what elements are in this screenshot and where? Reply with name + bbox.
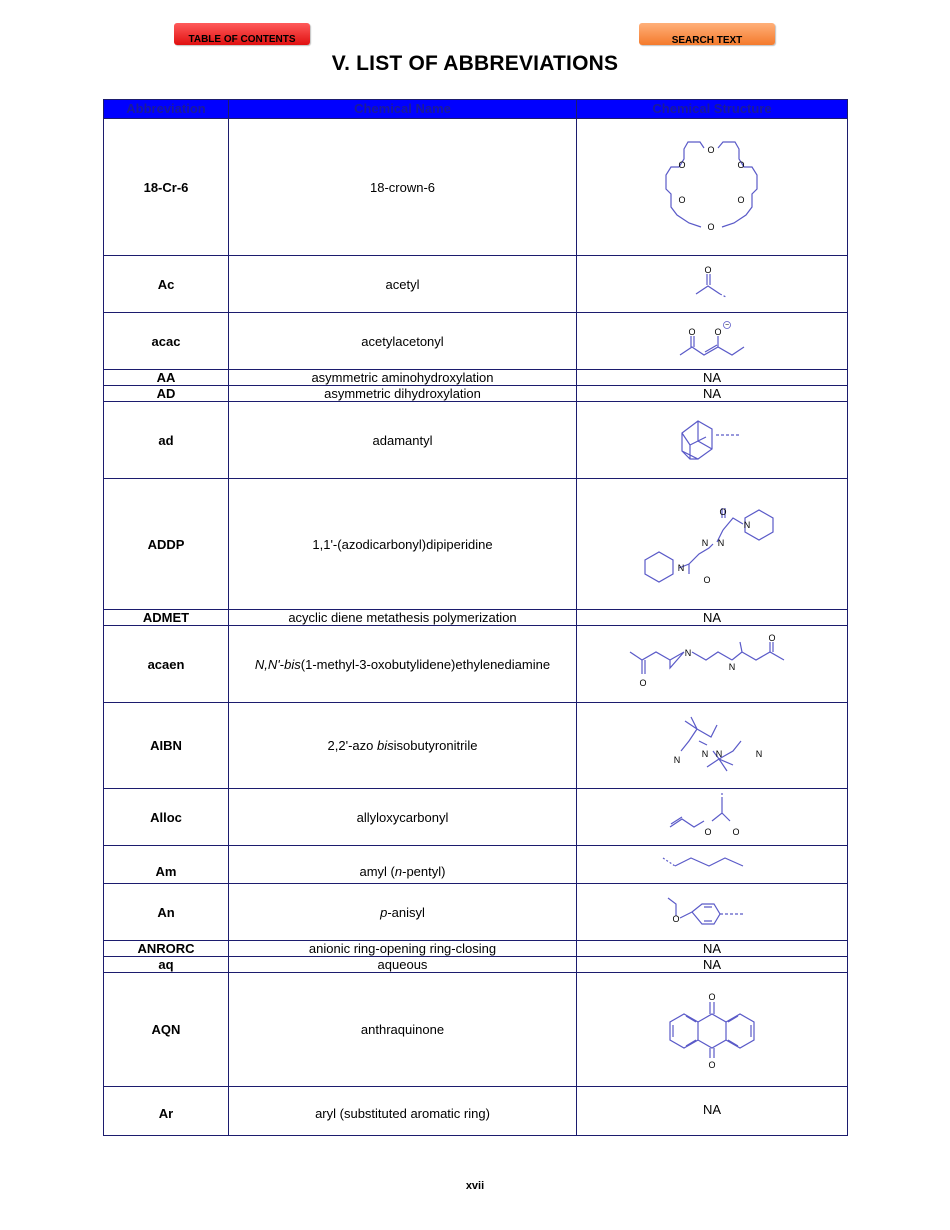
structure-cell: NA	[577, 957, 848, 973]
page-number: xvii	[465, 1180, 485, 1192]
alloc-structure	[662, 791, 762, 843]
structure-cell	[577, 119, 848, 256]
structure-cell	[577, 626, 848, 703]
svg-text:O: O	[707, 222, 715, 232]
abbreviation-cell: Alloc	[104, 789, 229, 846]
table-row	[104, 256, 848, 313]
svg-text:O: O	[688, 327, 696, 337]
search-text-button[interactable]: SEARCH TEXT	[639, 23, 775, 45]
acaen-structure	[622, 634, 802, 694]
pentyl-structure	[657, 850, 767, 880]
header-chemical-structure: Chemical Structure	[577, 100, 848, 119]
table-row	[104, 626, 848, 703]
svg-text:O: O	[707, 145, 715, 155]
table-of-contents-button[interactable]: TABLE OF CONTENTS	[174, 23, 310, 45]
table-row	[104, 846, 848, 884]
abbreviation-cell: 18-Cr-6	[104, 119, 229, 256]
table-row	[104, 973, 848, 1087]
svg-text:O: O	[704, 827, 712, 837]
chemical-name-cell: aryl (substituted aromatic ring)	[229, 1087, 577, 1136]
chemical-name-cell: 2,2'-azo bisisobutyronitrile	[229, 703, 577, 789]
anisyl-structure	[662, 890, 762, 934]
crown-ether-structure	[652, 137, 772, 237]
table-row	[104, 884, 848, 941]
table-row	[104, 402, 848, 479]
table-row	[104, 370, 848, 386]
table-row	[104, 1087, 848, 1136]
structure-cell	[577, 313, 848, 370]
chemical-name-cell: anionic ring-opening ring-closing	[229, 941, 577, 957]
chemical-name-cell: adamantyl	[229, 402, 577, 479]
svg-text:N: N	[701, 538, 709, 548]
structure-cell	[577, 973, 848, 1087]
structure-cell	[577, 402, 848, 479]
abbreviation-cell: ANRORC	[104, 941, 229, 957]
structure-cell	[577, 846, 848, 884]
structure-cell	[577, 256, 848, 313]
svg-text:N: N	[715, 748, 723, 759]
chemical-name-cell: acetylacetonyl	[229, 313, 577, 370]
abbreviation-cell: ADMET	[104, 610, 229, 626]
svg-text:N: N	[677, 563, 685, 573]
svg-text:O: O	[714, 327, 722, 337]
aibn-structure	[647, 711, 777, 781]
anthraquinone-structure	[662, 988, 762, 1072]
adamantyl-structure	[672, 415, 752, 465]
acetyl-structure	[682, 264, 742, 304]
svg-text:O: O	[678, 160, 686, 170]
chemical-name-cell: p-anisyl	[229, 884, 577, 941]
svg-text:O: O	[708, 991, 716, 1002]
svg-text:O: O	[737, 195, 745, 205]
abbreviation-cell: acac	[104, 313, 229, 370]
table-row	[104, 703, 848, 789]
abbreviation-cell: acaen	[104, 626, 229, 703]
svg-text:O: O	[732, 827, 740, 837]
structure-cell: NA	[577, 941, 848, 957]
svg-text:N: N	[755, 748, 763, 759]
svg-text:O: O	[703, 575, 711, 584]
svg-text:O: O	[678, 195, 686, 205]
abbreviation-cell: An	[104, 884, 229, 941]
abbreviation-cell: AD	[104, 386, 229, 402]
abbreviation-cell: Am	[104, 846, 229, 884]
svg-text:N: N	[743, 520, 751, 530]
structure-cell	[577, 789, 848, 846]
structure-cell: NA	[577, 610, 848, 626]
chemical-name-cell: amyl (n-pentyl)	[229, 846, 577, 884]
svg-text:N: N	[701, 748, 709, 759]
header-abbreviation: Abbreviation	[104, 100, 229, 119]
abbreviation-cell: ad	[104, 402, 229, 479]
abbreviation-cell: Ar	[104, 1087, 229, 1136]
table-row	[104, 610, 848, 626]
table-row	[104, 479, 848, 610]
structure-cell: NA	[577, 370, 848, 386]
abbreviation-cell: AA	[104, 370, 229, 386]
chemical-name-cell: asymmetric aminohydroxylation	[229, 370, 577, 386]
header-chemical-name: Chemical Name	[229, 100, 577, 119]
svg-text:O: O	[719, 507, 727, 517]
chemical-name-cell: aqueous	[229, 957, 577, 973]
chemical-name-cell: acyclic diene metathesis polymerization	[229, 610, 577, 626]
chemical-name-cell: acetyl	[229, 256, 577, 313]
abbreviation-cell: ADDP	[104, 479, 229, 610]
chemical-name-cell: allyloxycarbonyl	[229, 789, 577, 846]
svg-text:O: O	[672, 914, 680, 924]
svg-text:N: N	[673, 754, 681, 765]
structure-cell	[577, 884, 848, 941]
svg-text:O: O	[737, 160, 745, 170]
abbreviation-cell: AIBN	[104, 703, 229, 789]
table-row	[104, 386, 848, 402]
svg-text:N: N	[717, 538, 725, 548]
structure-cell	[577, 703, 848, 789]
structure-cell: NA	[577, 1087, 848, 1136]
svg-text:O: O	[639, 678, 647, 688]
svg-text:O: O	[768, 634, 776, 643]
table-row	[104, 957, 848, 973]
acetylacetonate-structure	[672, 319, 752, 363]
table-header-row	[104, 100, 848, 119]
chemical-name-cell: anthraquinone	[229, 973, 577, 1087]
abbreviation-cell: aq	[104, 957, 229, 973]
svg-text:O: O	[704, 265, 712, 275]
page-title: V. LIST OF ABBREVIATIONS	[331, 52, 619, 75]
table-row	[104, 119, 848, 256]
table-row	[104, 313, 848, 370]
abbreviations-table	[103, 99, 848, 1136]
svg-text:−: −	[724, 322, 730, 329]
addp-structure	[637, 504, 787, 584]
svg-text:N: N	[728, 662, 736, 672]
chemical-name-cell: N,N'-bis(1-methyl-3-oxobutylidene)ethylenediamine	[229, 626, 577, 703]
chemical-name-cell: 1,1'-(azodicarbonyl)dipiperidine	[229, 479, 577, 610]
svg-text:N: N	[684, 648, 692, 658]
table-row	[104, 941, 848, 957]
structure-cell: NA	[577, 386, 848, 402]
svg-text:O: O	[708, 1059, 716, 1070]
chemical-name-cell: 18-crown-6	[229, 119, 577, 256]
table-row	[104, 789, 848, 846]
abbreviation-cell: AQN	[104, 973, 229, 1087]
structure-cell	[577, 479, 848, 610]
abbreviation-cell: Ac	[104, 256, 229, 313]
chemical-name-cell: asymmetric dihydroxylation	[229, 386, 577, 402]
